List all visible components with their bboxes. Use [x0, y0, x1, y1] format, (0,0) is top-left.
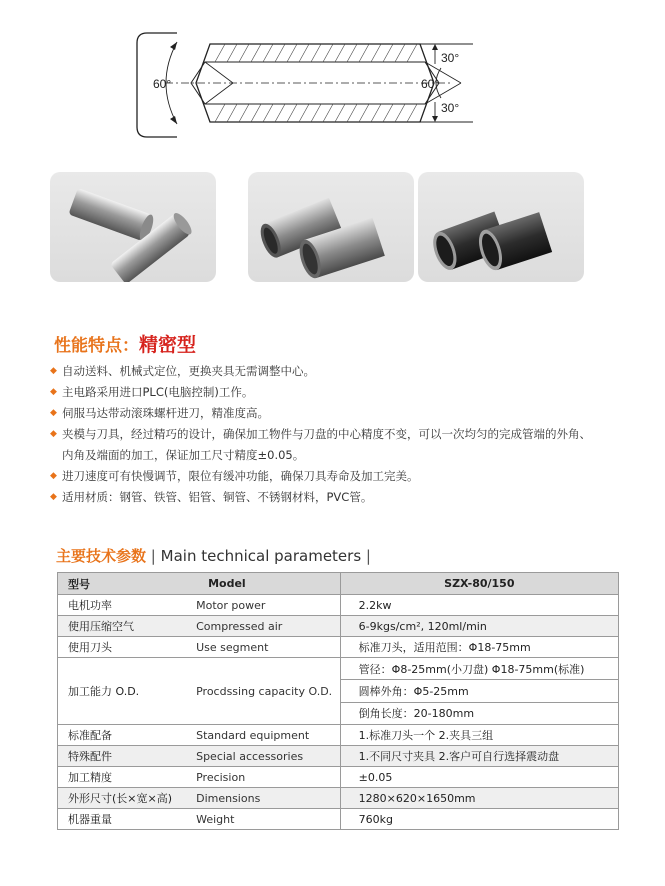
row-label-en: Precision [190, 767, 340, 788]
row-value: ±0.05 [340, 767, 618, 788]
row-label-en: Procdssing capacity O.D. [190, 658, 340, 725]
left-cone-lower [205, 83, 233, 104]
header-zh: 型号 [58, 573, 191, 595]
left-arc-arrow-top [170, 42, 177, 50]
header-en: Model [190, 573, 340, 595]
hatch-bottom [215, 104, 417, 122]
feature-item [50, 487, 630, 508]
left-arc-arrow-bottom [170, 116, 177, 124]
table-row [58, 658, 619, 680]
chamfer-diagram [135, 30, 475, 140]
features-title [54, 330, 196, 357]
bottom-angle-label: 30° [441, 101, 460, 115]
row-value: 6-9kgs/cm², 120ml/min [340, 616, 618, 637]
feature-text: 进刀速度可有快慢调节，限位有缓冲功能，确保刀具寿命及加工完美。 [62, 469, 419, 483]
feature-item [50, 382, 630, 403]
row-label-zh: 特殊配件 [58, 746, 191, 767]
feature-text: 夹模与刀具，经过精巧的设计，确保加工物件与刀盘的中心精度不变，可以一次均匀的完成管端的外角、 [62, 427, 591, 441]
table-row [58, 725, 619, 746]
feature-text-continued: 内角及端面的加工，保证加工尺寸精度±0.05。 [62, 448, 305, 462]
table-header-row [58, 573, 619, 595]
params-heading-end: | [365, 547, 371, 565]
diamond-bullet-icon: ◆ [50, 492, 57, 502]
row-label-zh: 使用压缩空气 [58, 616, 191, 637]
left-angle-label: 60° [153, 77, 172, 91]
row-label-en: Compressed air [190, 616, 340, 637]
photo-dark-tube-sleeves [418, 172, 584, 282]
row-value: 1.标准刀头一个 2.夹具三组 [340, 725, 618, 746]
right-angle-label: 60° [421, 77, 440, 91]
photo-solid-rods [50, 172, 216, 282]
row-value: 2.2kw [340, 595, 618, 616]
feature-text: 伺服马达带动滚珠螺杆进刀，精准度高。 [62, 406, 269, 420]
params-heading-separator: | [150, 547, 156, 565]
table-row [58, 767, 619, 788]
diamond-bullet-icon: ◆ [50, 471, 57, 481]
row-label-zh: 加工精度 [58, 767, 191, 788]
header-value: SZX-80/150 [340, 573, 618, 595]
diamond-bullet-icon: ◆ [50, 429, 57, 439]
row-label-en: Motor power [190, 595, 340, 616]
row-label-en: Special accessories [190, 746, 340, 767]
row-label-en: Standard equipment [190, 725, 340, 746]
row-value: 管径：Φ8-25mm(小刀盘) Φ18-75mm(标准) [340, 658, 618, 680]
row-label-en: Weight [190, 809, 340, 830]
row-label-zh: 电机功率 [58, 595, 191, 616]
table-row [58, 809, 619, 830]
table-row [58, 595, 619, 616]
row-label-en: Use segment [190, 637, 340, 658]
top-angle-label: 30° [441, 51, 460, 65]
feature-text: 主电路采用进口PLC(电脑控制)工作。 [62, 385, 254, 399]
row-label-zh: 标准配备 [58, 725, 191, 746]
params-heading [56, 545, 371, 566]
row-value: 1280×620×1650mm [340, 788, 618, 809]
row-value: 倒角长度：20-180mm [340, 702, 618, 724]
row-value: 圆棒外角：Φ5-25mm [340, 680, 618, 702]
row-label-zh: 机器重量 [58, 809, 191, 830]
row-value: 标准刀头，适用范围：Φ18-75mm [340, 637, 618, 658]
row-label-en: Dimensions [190, 788, 340, 809]
params-table [57, 572, 619, 830]
features-list [50, 361, 630, 508]
table-row [58, 788, 619, 809]
photo-steel-tube-sleeves [248, 172, 414, 282]
diamond-bullet-icon: ◆ [50, 408, 57, 418]
features-title-label: 性能特点： [54, 336, 139, 356]
table-row [58, 637, 619, 658]
row-label-zh: 外形尺寸(长×宽×高) [58, 788, 191, 809]
feature-item [50, 466, 630, 487]
feature-item [50, 361, 630, 382]
feature-item [50, 424, 630, 466]
hatch-top [215, 44, 417, 62]
params-heading-zh: 主要技术参数 [56, 547, 147, 565]
features-title-value: 精密型 [139, 334, 197, 356]
feature-text: 适用材质：钢管、铁管、铝管、铜管、不锈钢材料，PVC管。 [62, 490, 373, 504]
table-row [58, 746, 619, 767]
row-label-zh: 加工能力 O.D. [58, 658, 191, 725]
table-row [58, 616, 619, 637]
params-heading-en: Main technical parameters [160, 547, 362, 565]
row-value: 1.不同尺寸夹具 2.客户可自行选择震动盘 [340, 746, 618, 767]
feature-item [50, 403, 630, 424]
diamond-bullet-icon: ◆ [50, 366, 57, 376]
left-cone-upper [205, 62, 233, 83]
row-label-zh: 使用刀头 [58, 637, 191, 658]
row-value: 760kg [340, 809, 618, 830]
diamond-bullet-icon: ◆ [50, 387, 57, 397]
feature-text: 自动送料、机械式定位，更换夹具无需调整中心。 [62, 364, 315, 378]
